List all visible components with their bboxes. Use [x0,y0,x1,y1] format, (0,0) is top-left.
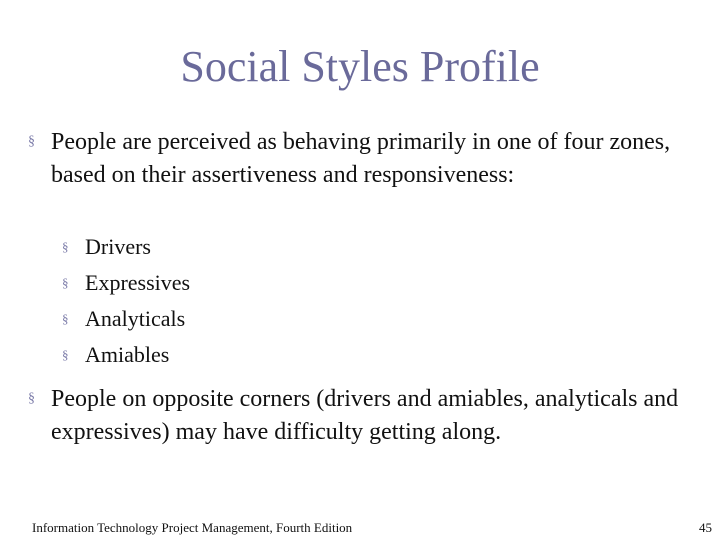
sub-bullet-text: Drivers [85,234,151,259]
bullet-marker-icon: § [28,134,35,149]
footer-source: Information Technology Project Management, Fourth Edition [32,520,353,535]
sub-bullet-item [62,265,462,301]
slide-title: Social Styles Profile [180,42,540,91]
bullet-marker-icon: § [62,275,69,290]
bullet-marker-icon: § [28,391,35,406]
bullet-marker-icon: § [62,311,69,326]
sub-bullet-text: Amiables [85,342,170,367]
bullet-item-1 [28,126,688,226]
sub-bullet-list [62,229,462,373]
bullet-text: People on opposite corners (drivers and amiables, analyticals and expressives) may have difficulty getting along. [51,386,679,445]
page-number: 45 [699,520,712,535]
sub-bullet-text: Analyticals [85,306,186,331]
bullet-text: People are perceived as behaving primarily in one of four zones, based on their assertiveness and responsiveness: [51,129,671,188]
sub-bullet-item [62,301,462,337]
sub-bullet-item [62,229,462,265]
bullet-item-2 [28,383,688,483]
sub-bullet-text: Expressives [85,270,191,295]
sub-bullet-item [62,337,462,373]
bullet-marker-icon: § [62,347,69,362]
bullet-marker-icon: § [62,239,69,254]
